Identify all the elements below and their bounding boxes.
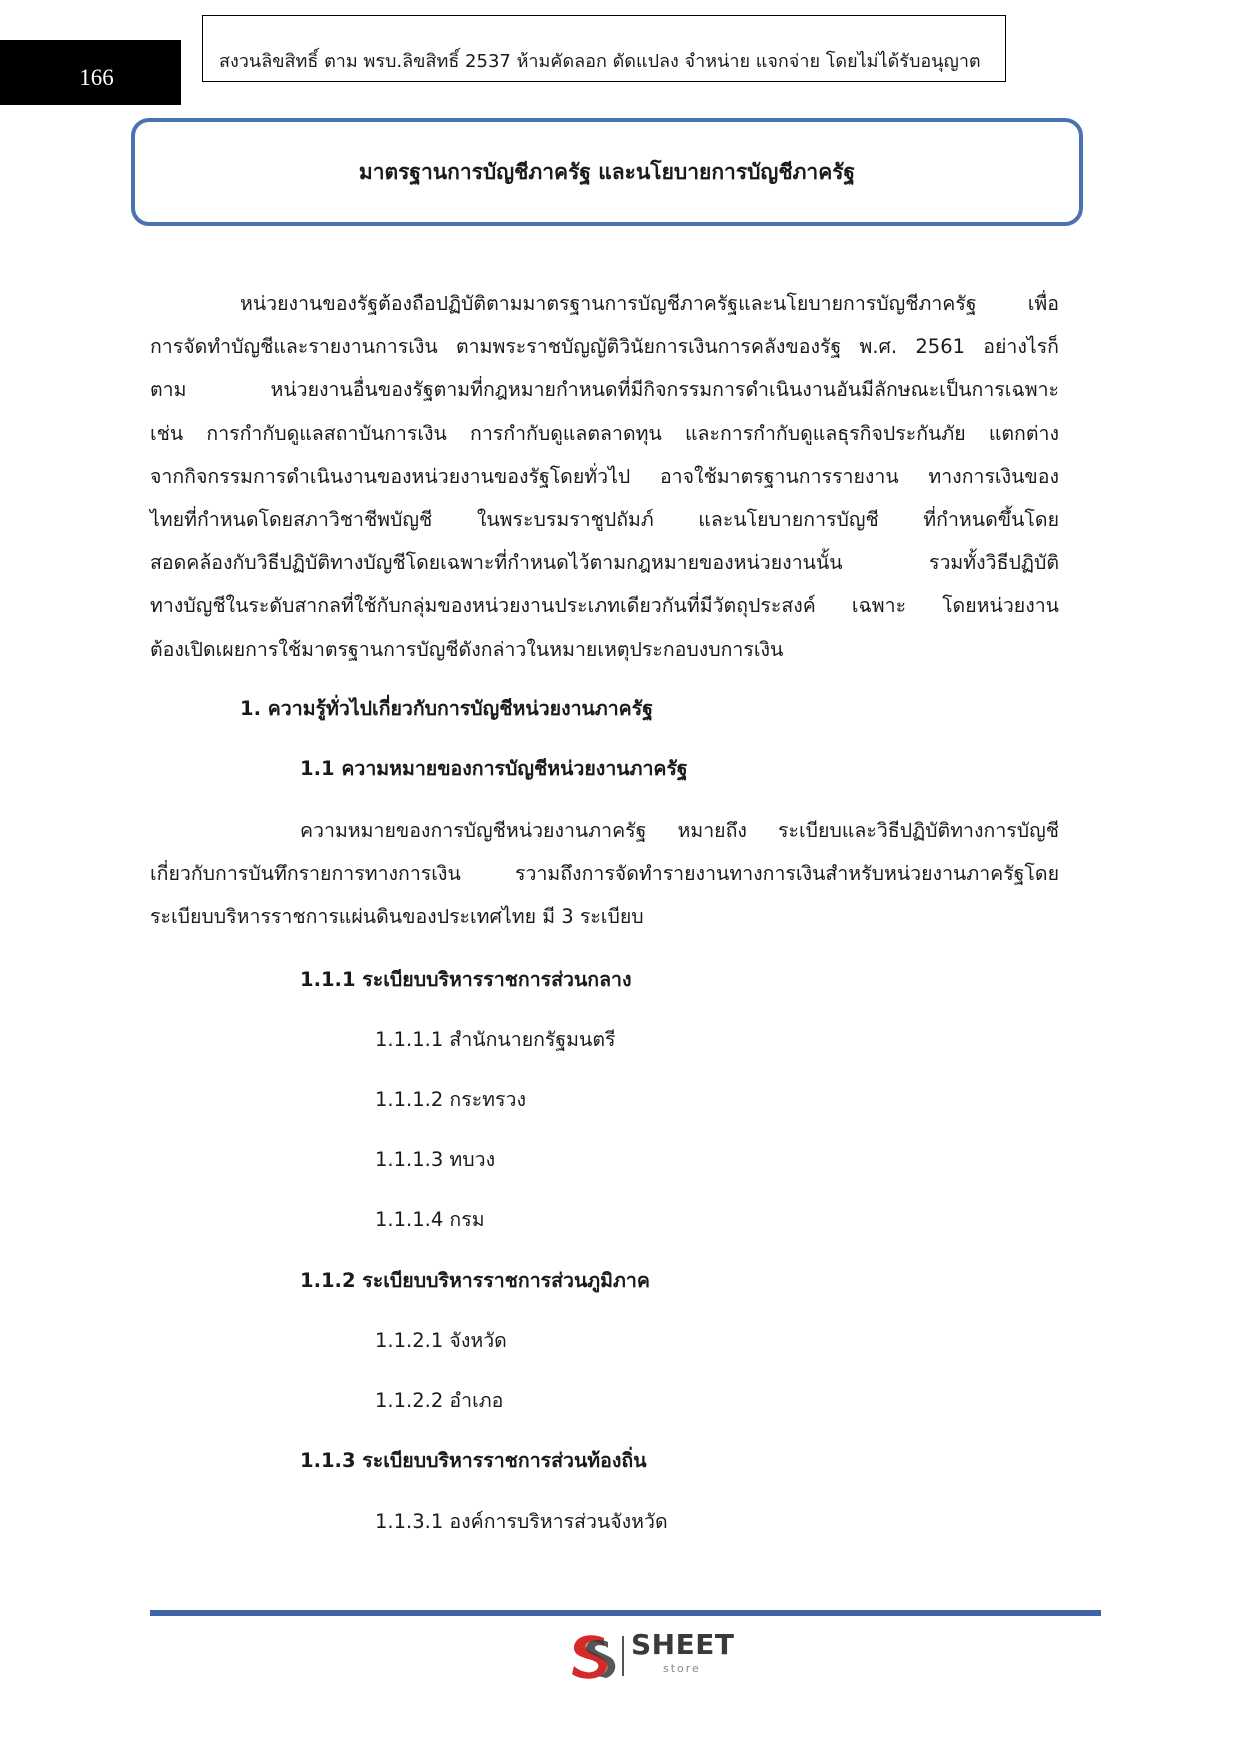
page-title: มาตรฐานการบัญชีภาครัฐ และนโยบายการบัญชีภาครัฐ	[358, 159, 856, 184]
footer-rule	[150, 1610, 1101, 1616]
intro-line: ทางบัญชีในระดับสากลที่ใช้กับกลุ่มของหน่วยงานประเภทเดียวกันที่มีวัตถุประสงค์ เฉพาะ โดยหน่วยงาน	[150, 594, 1059, 618]
copyright-notice	[202, 15, 1006, 82]
meaning-line: ความหมายของการบัญชีหน่วยงานภาครัฐ หมายถึง ระเบียบและวิธีปฏิบัติทางการบัญชี	[300, 819, 1059, 842]
intro-line: ต้องเปิดเผยการใช้มาตรฐานการบัญชีดังกล่าวในหมายเหตุประกอบงบการเงิน	[150, 637, 784, 661]
meaning-line: เกี่ยวกับการบันทึกรายการทางการเงิน รวามถึงการจัดทำรายงานทางการเงินสำหรับหน่วยงานภาครัฐโดย	[150, 862, 1059, 886]
list-item: 1.1.1.2 กระทรวง	[375, 1088, 526, 1111]
list-item: 1.1.1.4 กรม	[375, 1208, 485, 1231]
list-item: 1.1.2.1 จังหวัด	[375, 1329, 507, 1352]
section-heading-1: 1. ความรู้ทั่วไปเกี่ยวกับการบัญชีหน่วยงานภาครัฐ	[240, 697, 653, 720]
copyright-text: สงวนลิขสิทธิ์ ตาม พรบ.ลิขสิทธิ์ 2537 ห้ามคัดลอก ดัดแปลง จำหน่าย แจกจ่าย โดยไม่ได้รับอนุญาต	[219, 51, 981, 72]
section-heading-1-1: 1.1 ความหมายของการบัญชีหน่วยงานภาครัฐ	[300, 757, 688, 780]
intro-line: การจัดทำบัญชีและรายงานการเงิน ตามพระราชบัญญัติวินัยการเงินการคลังของรัฐ พ.ศ. 2561 อย่างไรก็	[150, 335, 1059, 359]
intro-line: ตาม หน่วยงานอื่นของรัฐตามที่กฎหมายกำหนดที่มีกิจกรรมการดำเนินงานอันมีลักษณะเป็นการเฉพาะ	[150, 378, 1059, 402]
intro-line: เช่น การกำกับดูแลสถาบันการเงิน การกำกับดูแลตลาดทุน และการกำกับดูแลธุรกิจประกันภัย แตกต่าง	[150, 421, 1059, 445]
sub-heading-1-1-3: 1.1.3 ระเบียบบริหารราชการส่วนท้องถิ่น	[300, 1449, 647, 1472]
list-item: 1.1.1.3 ทบวง	[375, 1148, 496, 1171]
list-item: 1.1.2.2 อำเภอ	[375, 1389, 504, 1412]
list-item: 1.1.1.1 สำนักนายกรัฐมนตรี	[375, 1028, 616, 1051]
intro-line: สอดคล้องกับวิธีปฏิบัติทางบัญชีโดยเฉพาะที่กำหนดไว้ตามกฎหมายของหน่วยงานนั้น รวมทั้งวิธีปฏิบัติ	[150, 551, 1059, 575]
intro-line: หน่วยงานของรัฐต้องถือปฏิบัติตามมาตรฐานการบัญชีภาครัฐและนโยบายการบัญชีภาครัฐ เพื่อ	[240, 292, 1059, 315]
logo-subtext: store	[663, 1662, 701, 1675]
logo-wordmark: SHEET	[631, 1628, 735, 1661]
page-number-text: 166	[79, 65, 114, 90]
list-item: 1.1.3.1 องค์การบริหารส่วนจังหวัด	[375, 1510, 668, 1533]
sub-heading-1-1-2: 1.1.2 ระเบียบบริหารราชการส่วนภูมิภาค	[300, 1269, 650, 1292]
meaning-line: ระเบียบบริหารราชการแผ่นดินของประเทศไทย มี 3 ระเบียบ	[150, 905, 644, 929]
page-title-box	[131, 118, 1083, 226]
meaning-paragraph	[150, 809, 1059, 939]
page-number	[0, 40, 181, 105]
sub-heading-1-1-1: 1.1.1 ระเบียบบริหารราชการส่วนกลาง	[300, 968, 632, 991]
intro-line: ไทยที่กำหนดโดยสภาวิชาชีพบัญชี ในพระบรมราชูปถัมภ์ และนโยบายการบัญชี ที่กำหนดขึ้นโดย	[150, 508, 1059, 532]
intro-line: จากกิจกรรมการดำเนินงานของหน่วยงานของรัฐโดยทั่วไป อาจใช้มาตรฐานการรายงาน ทางการเงินของ	[150, 464, 1059, 488]
intro-paragraph	[150, 282, 1059, 671]
